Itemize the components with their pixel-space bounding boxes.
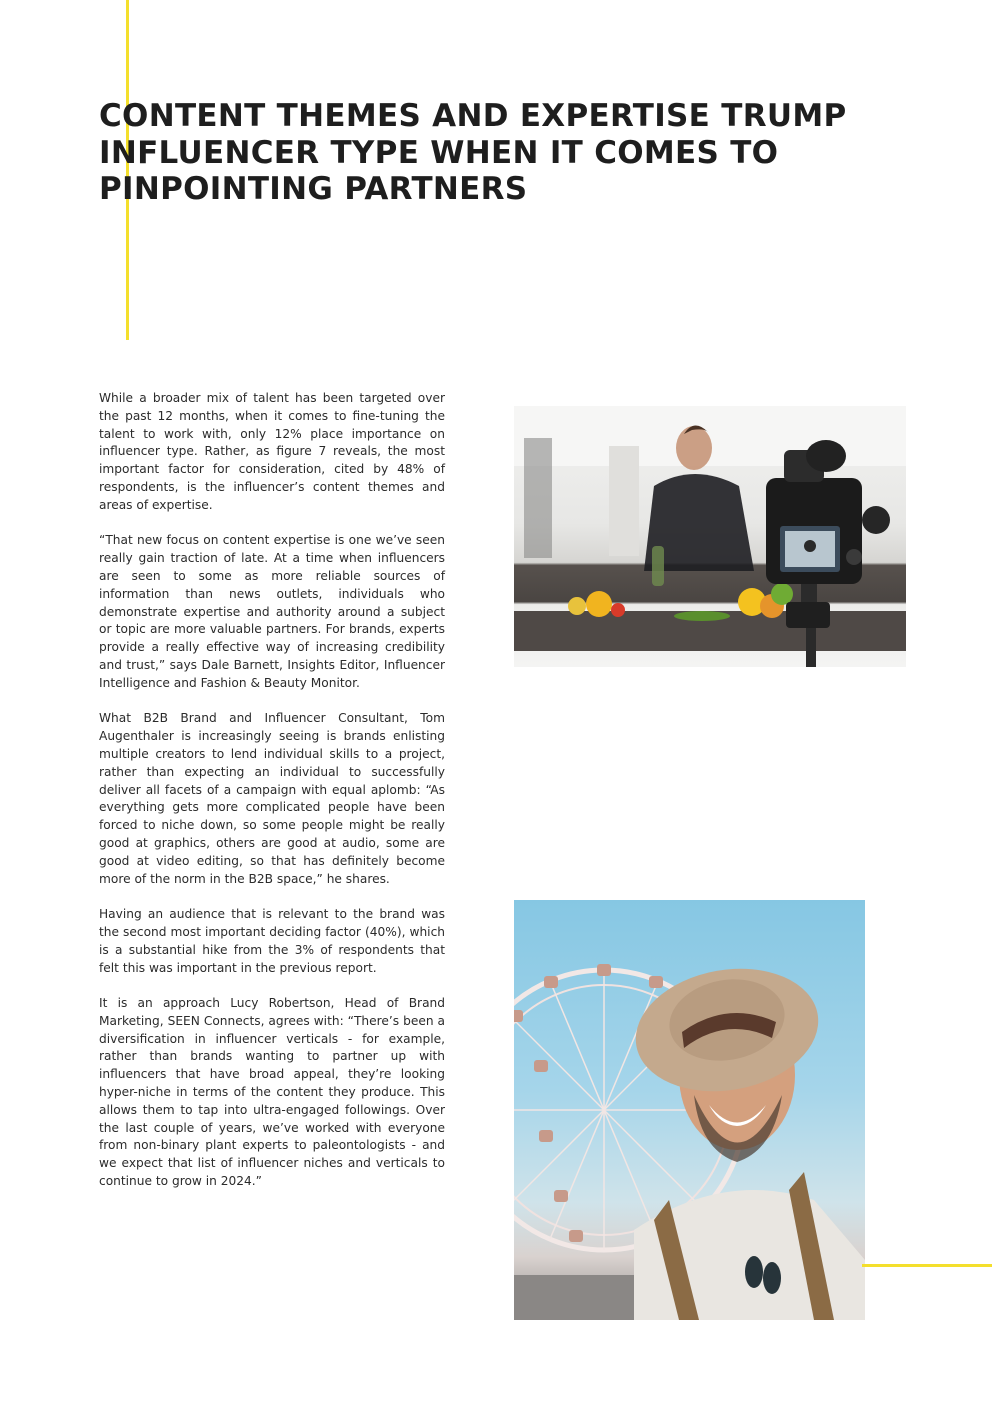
kitchen-video-photo [514, 406, 906, 667]
paragraph-3: What B2B Brand and Influencer Consultant, Tom Augenthaler is increasingly seeing is brands enlisting multiple creators to lend individual skills to a project, rather than expecting an individual to successfully deliver all facets of a campaign with equal aplomb: “As everything gets more complicated people have been forced to niche down, so some people might be really good at graphics, others are good at audio, some are good at video editing, so that has definitely become more of the norm in the B2B space,” he shares. [99, 711, 445, 886]
body-text-column [99, 390, 445, 1209]
paragraph-5: It is an approach Lucy Robertson, Head of Brand Marketing, SEEN Connects, agrees with: “There’s been a diversification in influencer verticals - for example, rather than brands wanting to partner up with influencers that have broad appeal, they’re looking hyper-niche in terms of the content they produce. This allows them to tap into ultra-engaged followings. Over the last couple of years, we’ve worked with everyone from non-binary plant experts to paleontologists - and we expect that list of influencer niches and verticals to continue to grow in 2024.” [99, 996, 445, 1189]
paragraph-2: “That new focus on content expertise is one we’ve seen really gain traction of late. At a time when influencers are seen to some as more reliable sources of information than news outlets, individuals who demonstrate expertise and authority around a subject or topic are more valuable partners. For brands, experts provide a really effective way of increasing credibility and trust,” says Dale Barnett, Insights Editor, Influencer Intelligence and Fashion & Beauty Monitor. [99, 533, 445, 690]
paragraph-1: While a broader mix of talent has been targeted over the past 12 months, when it comes to fine-tuning the talent to work with, only 12% place importance on influencer type. Rather, as figure 7 reveals, the most important factor for consideration, cited by 48% of respondents, is the influencer’s content themes and areas of expertise. [99, 391, 445, 512]
accent-line-horizontal [862, 1264, 992, 1267]
page-title: CONTENT THEMES AND EXPERTISE TRUMP INFLUENCER TYPE WHEN IT COMES TO PINPOINTING PARTNERS [99, 98, 847, 207]
ferris-wheel-selfie-photo [514, 900, 865, 1320]
ferris-wheel-selfie-illustration [514, 900, 865, 1320]
paragraph-4: Having an audience that is relevant to the brand was the second most important deciding factor (40%), which is a substantial hike from the 3% of respondents that felt this was important in the previous report. [99, 907, 445, 975]
kitchen-video-illustration [514, 406, 906, 667]
